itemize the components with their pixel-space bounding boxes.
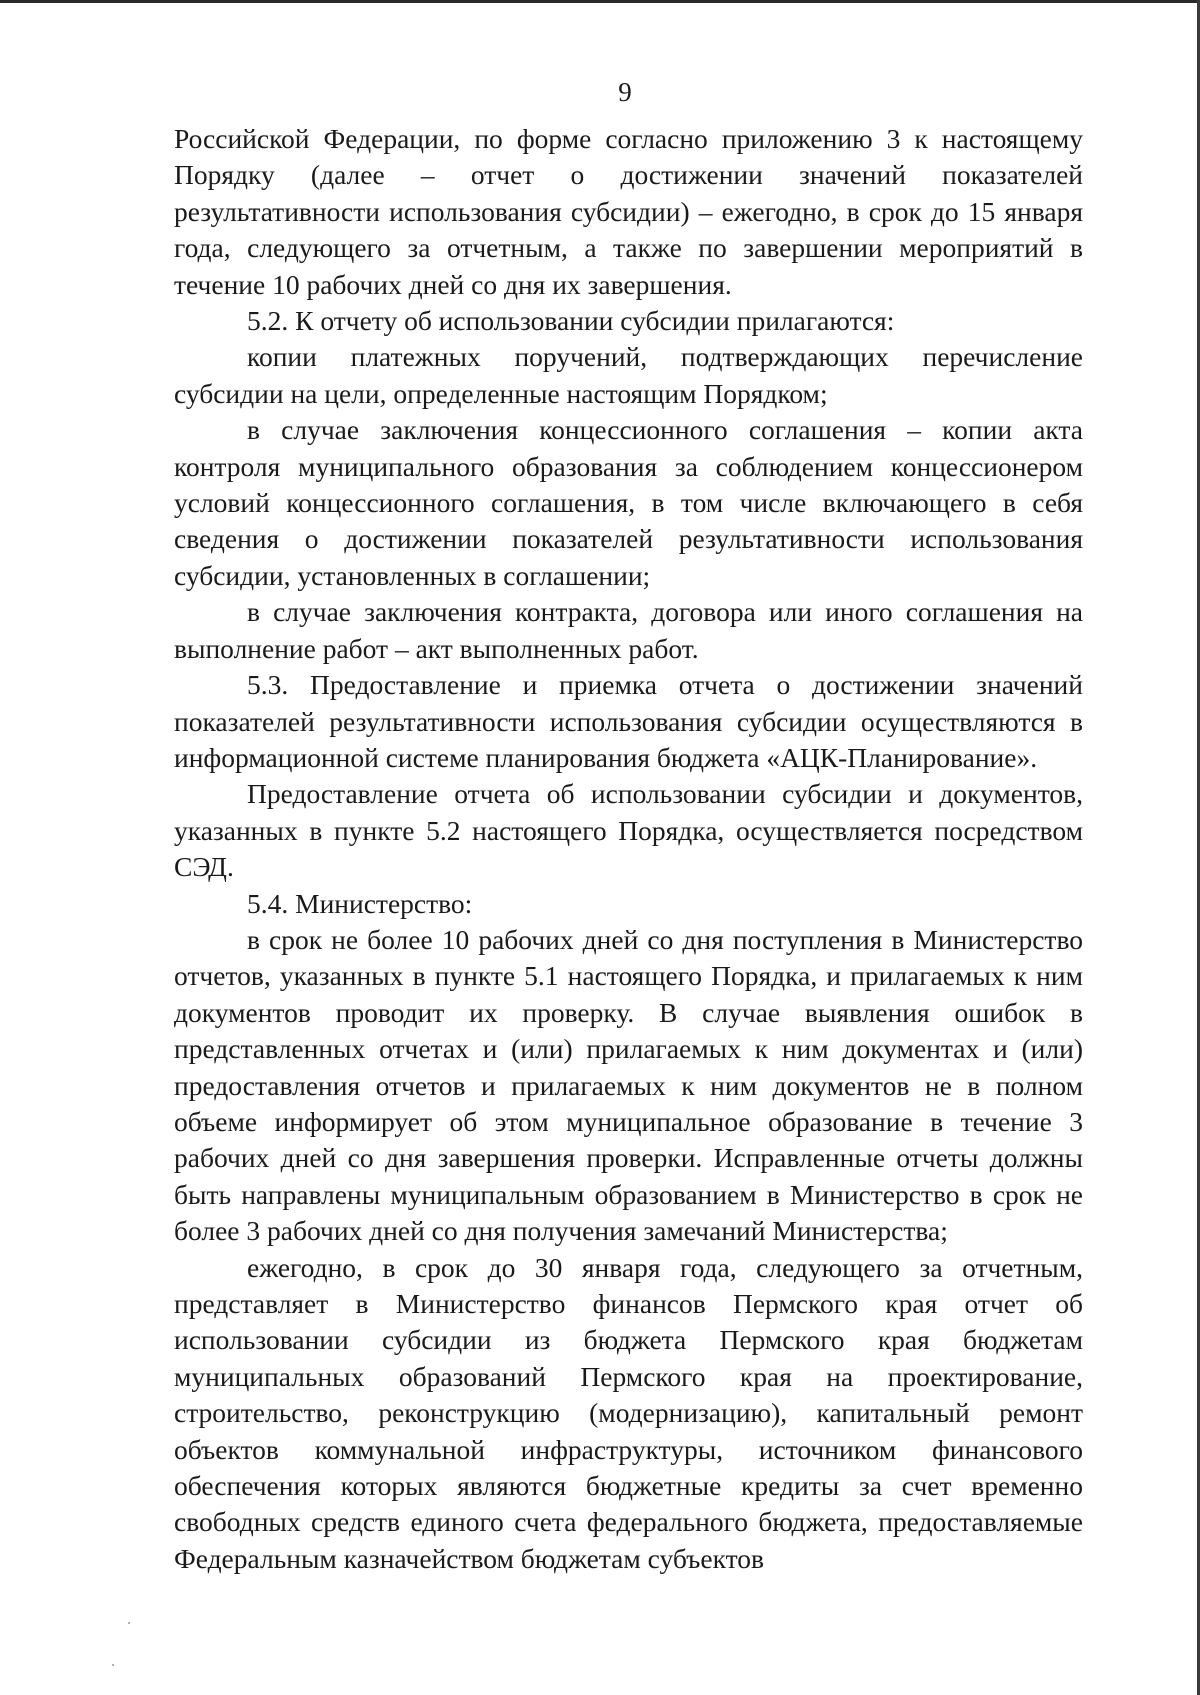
page-number: 9 [618,77,632,107]
paragraph-ministry-check: в срок не более 10 рабочих дней со дня поступления в Министерство отчетов, указанных в пункте 5.1 настоящего Порядка, и прилагаемых к ним документов проводит их проверку. В случае выявления ошибок в представленных отчетах и (или) прилагаемых к ним документах и (или) предоставления отчетов и прилагаемых к ним документов не в полном объеме информирует об этом муниципальное образование в течение 3 рабочих дней со дня завершения проверки. Исправленные отчеты должны быть направлены муниципальным образованием в Министерство в срок не более 3 рабочих дней со дня получения замечаний Министерства; [174,923,1083,1247]
paragraph-annual-report: ежегодно, в срок до 30 января года, следующего за отчетным, представляет в Министерство финансов Пермского края отчет об использовании субсидии из бюджета Пермского края бюджетам муниципальных образований Пермского края на проектирование, строительство, реконструкцию (модернизацию), капитальный ремонт объектов коммунальной инфраструктуры, источником финансового обеспечения которых являются бюджетные кредиты за счет временно свободных средств единого счета федерального бюджета, предоставляемые Федеральным казначейством бюджетам субъектов [174,1251,1083,1574]
paragraph-5-2-heading: 5.2. К отчету об использовании субсидии прилагаются: [247,305,895,337]
scan-speck [128,1622,130,1624]
paragraph-concession-agreement: в случае заключения концессионного соглашения – копии акта контроля муниципального образования за соблюдением концессионером условий концессионного соглашения, в том числе включающего в себя сведения о достижении показателей результативности использования субсидии, установленных в соглашении; [174,414,1083,591]
scan-speck [112,1664,114,1666]
scan-edge-top [0,0,1200,3]
paragraph-payment-orders: копии платежных поручений, подтверждающих перечисление субсидии на цели, определенные настоящим Порядком; [174,341,1083,409]
paragraph-submission-sed: Предоставление отчета об использовании субсидии и документов, указанных в пункте 5.2 настоящего Порядка, осуществляется посредством СЭД. [174,778,1083,883]
document-body [174,121,1083,1577]
paragraph-contract-act: в случае заключения контракта, договора или иного соглашения на выполнение работ – акт выполненных работ. [174,596,1083,664]
paragraph-5-3: 5.3. Предоставление и приемка отчета о достижении значений показателей результативности использования субсидии осуществляются в информационной системе планирования бюджета «АЦК-Планирование». [174,669,1083,773]
paragraph-continuation: Российской Федерации, по форме согласно приложению 3 к настоящему Порядку (далее – отчет о достижении значений показателей результативности использования субсидии) – ежегодно, в срок до 15 января года, следующего за отчетным, а также по завершении мероприятий в течение 10 рабочих дней со дня их завершения. [174,123,1083,300]
paragraph-5-4-heading: 5.4. Министерство: [247,887,473,919]
